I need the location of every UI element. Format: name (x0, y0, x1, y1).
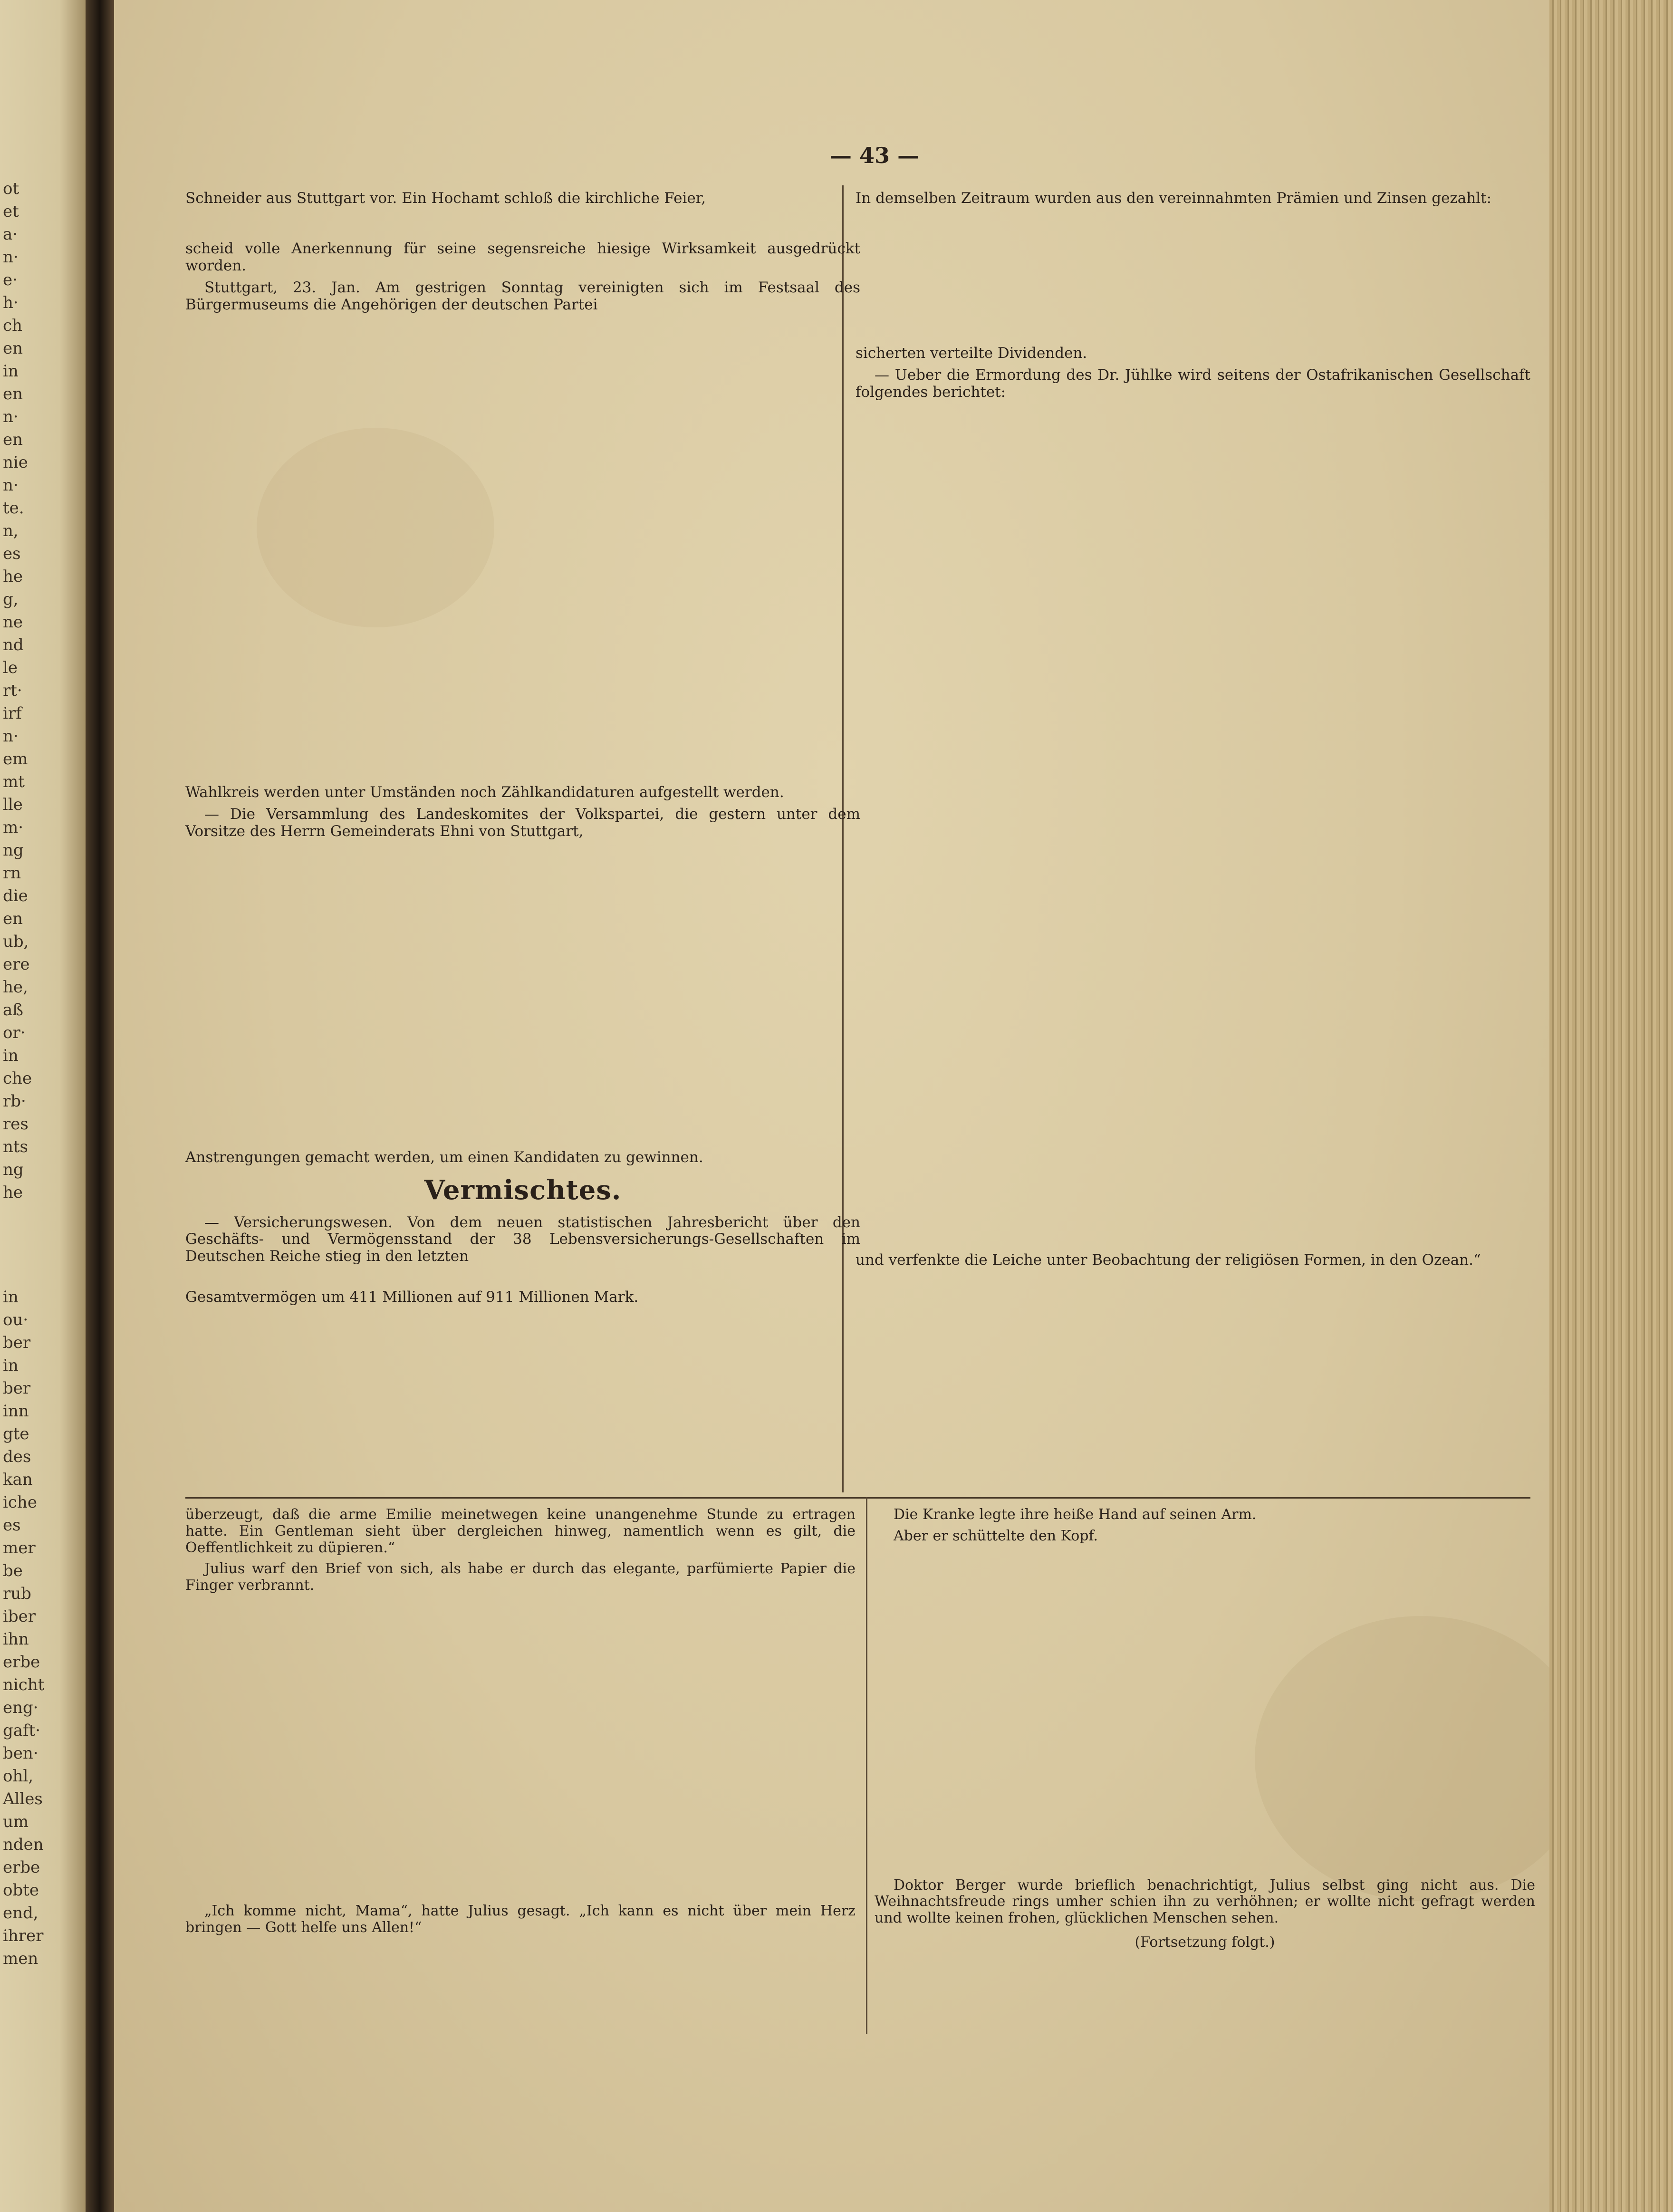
report-hochamt-start: Schneider aus Stuttgart vor. Ein Hochamt schloß die kirchliche Feier, (185, 190, 706, 207)
margin-fragment: ber (3, 1333, 31, 1352)
margin-fragment: iche (3, 1493, 37, 1512)
margin-fragment: nie (3, 453, 28, 472)
margin-fragment: a· (3, 225, 18, 244)
margin-fragment: ch (3, 316, 22, 335)
margin-fragment: rn (3, 864, 21, 883)
margin-fragment: aß (3, 1000, 23, 1019)
margin-fragment: des (3, 1447, 31, 1466)
serial-kranke: Die Kranke legte ihre heiße Hand auf seinen Arm. (894, 1506, 1257, 1523)
margin-fragment: m· (3, 818, 24, 837)
margin-fragment: le (3, 658, 18, 677)
margin-fragment: rt· (3, 681, 22, 700)
margin-fragment: n· (3, 476, 19, 495)
margin-fragment: rub (3, 1584, 31, 1603)
report-stuttgart-start: Stuttgart, 23. Jan. Am gestrigen Sonntag vereinigten sich im Festsaal des Bürgermuseums die Angehörigen der deutschen Partei (185, 279, 860, 313)
margin-fragment: ot (3, 179, 19, 198)
report-volkspartei-end: Anstrengungen gemacht werden, um einen Kandidaten zu gewinnen. (185, 1148, 703, 1166)
margin-fragment: eng· (3, 1698, 38, 1717)
margin-fragment: n· (3, 727, 19, 746)
margin-fragment: men (3, 1949, 38, 1968)
margin-fragment: nicht (3, 1675, 45, 1694)
margin-fragment: gaft· (3, 1721, 41, 1740)
margin-fragment: es (3, 1516, 21, 1535)
margin-fragment: n· (3, 248, 19, 267)
margin-fragment: iber (3, 1607, 36, 1626)
margin-fragment: he (3, 1183, 23, 1202)
margin-fragment: en (3, 430, 23, 449)
margin-fragment: ben· (3, 1744, 38, 1763)
serial-brief: Julius warf den Brief von sich, als habe er durch das elegante, parfümierte Papier die Finger verbrannt. (185, 1560, 856, 1594)
margin-fragment: mt (3, 772, 25, 791)
margin-fragment: in (3, 1288, 19, 1307)
margin-fragment: lle (3, 795, 23, 814)
right-news-column (856, 190, 1530, 1274)
margin-fragment: ou· (3, 1310, 29, 1329)
margin-fragment: in (3, 1046, 19, 1065)
report-stuttgart-end: Wahlkreis werden unter Umständen noch Zählkandidaturen aufgestellt werden. (185, 783, 784, 801)
margin-fragment: nden (3, 1835, 44, 1854)
margin-fragment: en (3, 339, 23, 358)
feuilleton-right-column (875, 1507, 1535, 1951)
serial-kopf: Aber er schüttelte den Kopf. (894, 1527, 1098, 1544)
continued-notice: (Fortsetzung folgt.) (1135, 1933, 1275, 1951)
newspaper-page (114, 0, 1549, 2212)
margin-fragment: nts (3, 1137, 29, 1156)
section-title-vermischtes: Vermischtes. (424, 1174, 622, 1206)
serial-doktor-berger: Doktor Berger wurde brieflich benachrichtigt, Julius selbst ging nicht aus. Die Weihnachtsfreude rings umher schien ihn zu verhöhnen; er wollte nicht gefragt werden und wollte keinen frohen, glücklichen Menschen sehen. (875, 1876, 1535, 1927)
margin-fragment: mer (3, 1539, 36, 1558)
report-hochamt-end: scheid volle Anerkennung für seine segensreiche hiesige Wirksamkeit ausgedrückt worden. (185, 240, 860, 274)
margin-fragment: gte (3, 1424, 29, 1443)
margin-fragment: or· (3, 1023, 26, 1042)
serial-emilie: überzeugt, daß die arme Emilie meinetwegen keine unangenehme Stunde zu ertragen hatte. Ein Gentleman sieht über dergleichen hinweg, namentlich wenn es gilt, die Oeffentlichkeit zu düpieren.“ (185, 1506, 856, 1556)
margin-fragment: Alles (3, 1789, 43, 1808)
adjacent-page-edge (0, 0, 86, 2212)
margin-fragment: um (3, 1812, 29, 1831)
serial-ich-komme-nicht: „Ich komme nicht, Mama“, hatte Julius gesagt. „Ich kann es nicht über mein Herz bringen — Gott helfe uns Allen!“ (185, 1902, 856, 1936)
margin-fragment: erbe (3, 1858, 40, 1877)
margin-fragment: n, (3, 521, 19, 540)
margin-fragment: die (3, 886, 28, 905)
report-juehlke-end: und verfenkte die Leiche unter Beobachtung der religiösen Formen, in den Ozean.“ (856, 1251, 1481, 1269)
margin-fragment: erbe (3, 1653, 40, 1672)
article-versicherungswesen-end: Gesamtvermögen um 411 Millionen auf 911 Millionen Mark. (185, 1289, 639, 1306)
margin-fragment: che (3, 1069, 32, 1088)
margin-fragment: ihrer (3, 1926, 44, 1945)
report-volkspartei-start: — Die Versammlung des Landeskomites der Volkspartei, die gestern unter dem Vorsitze des Herrn Gemeinderats Ehni von Stuttgart, (185, 805, 860, 840)
report-praemien-start: In demselben Zeitraum wurden aus den vereinnahmten Prämien und Zinsen gezahlt: (856, 190, 1492, 207)
margin-fragment: em (3, 750, 28, 769)
margin-fragment: be (3, 1561, 23, 1580)
margin-fragment: ub, (3, 932, 29, 951)
margin-fragment: ere (3, 955, 30, 974)
left-news-column (185, 190, 860, 1311)
margin-fragment: ber (3, 1379, 31, 1398)
margin-fragment: n· (3, 407, 19, 426)
margin-fragment: et (3, 202, 19, 221)
margin-fragment: en (3, 909, 23, 928)
column-rule-feuilleton (866, 1497, 867, 2034)
margin-fragment: g, (3, 590, 19, 609)
margin-fragment: en (3, 385, 23, 404)
stacked-page-edges (1549, 0, 1673, 2212)
margin-fragment: es (3, 544, 21, 563)
margin-fragment: ng (3, 1160, 24, 1179)
margin-fragment: res (3, 1115, 29, 1134)
page-number: — 43 — (829, 143, 920, 168)
margin-fragment: ohl, (3, 1767, 34, 1786)
margin-fragment: nd (3, 635, 24, 654)
margin-fragment: te. (3, 499, 24, 518)
margin-fragment: rb· (3, 1092, 26, 1111)
margin-fragment: e· (3, 270, 18, 289)
margin-fragment: he, (3, 978, 28, 997)
margin-fragment: obte (3, 1881, 39, 1900)
margin-fragment: in (3, 1356, 19, 1375)
article-versicherungswesen-start: — Versicherungswesen. Von dem neuen statistischen Jahresbericht über den Geschäfts- und Vermögensstand der 38 Lebensversicherungs-Gesellschaften im Deutschen Reiche stieg in den letzten (185, 1213, 860, 1265)
feuilleton-divider (185, 1497, 1530, 1499)
margin-fragment: irf (3, 704, 22, 723)
book-gutter (86, 0, 114, 2212)
margin-fragment: ne (3, 613, 23, 632)
margin-fragment: ng (3, 841, 24, 860)
margin-fragment: in (3, 362, 19, 381)
feuilleton-left-column (185, 1507, 856, 1941)
margin-fragment: ihn (3, 1630, 29, 1649)
margin-fragment: inn (3, 1402, 29, 1421)
margin-fragment: he (3, 567, 23, 586)
margin-fragment: kan (3, 1470, 33, 1489)
margin-fragment: end, (3, 1904, 38, 1923)
report-praemien-end: sicherten verteilte Dividenden. (856, 344, 1087, 362)
report-juehlke-start: — Ueber die Ermordung des Dr. Jühlke wird seitens der Ostafrikanischen Gesellschaft folgendes berichtet: (856, 366, 1530, 401)
margin-fragment: h· (3, 293, 19, 312)
